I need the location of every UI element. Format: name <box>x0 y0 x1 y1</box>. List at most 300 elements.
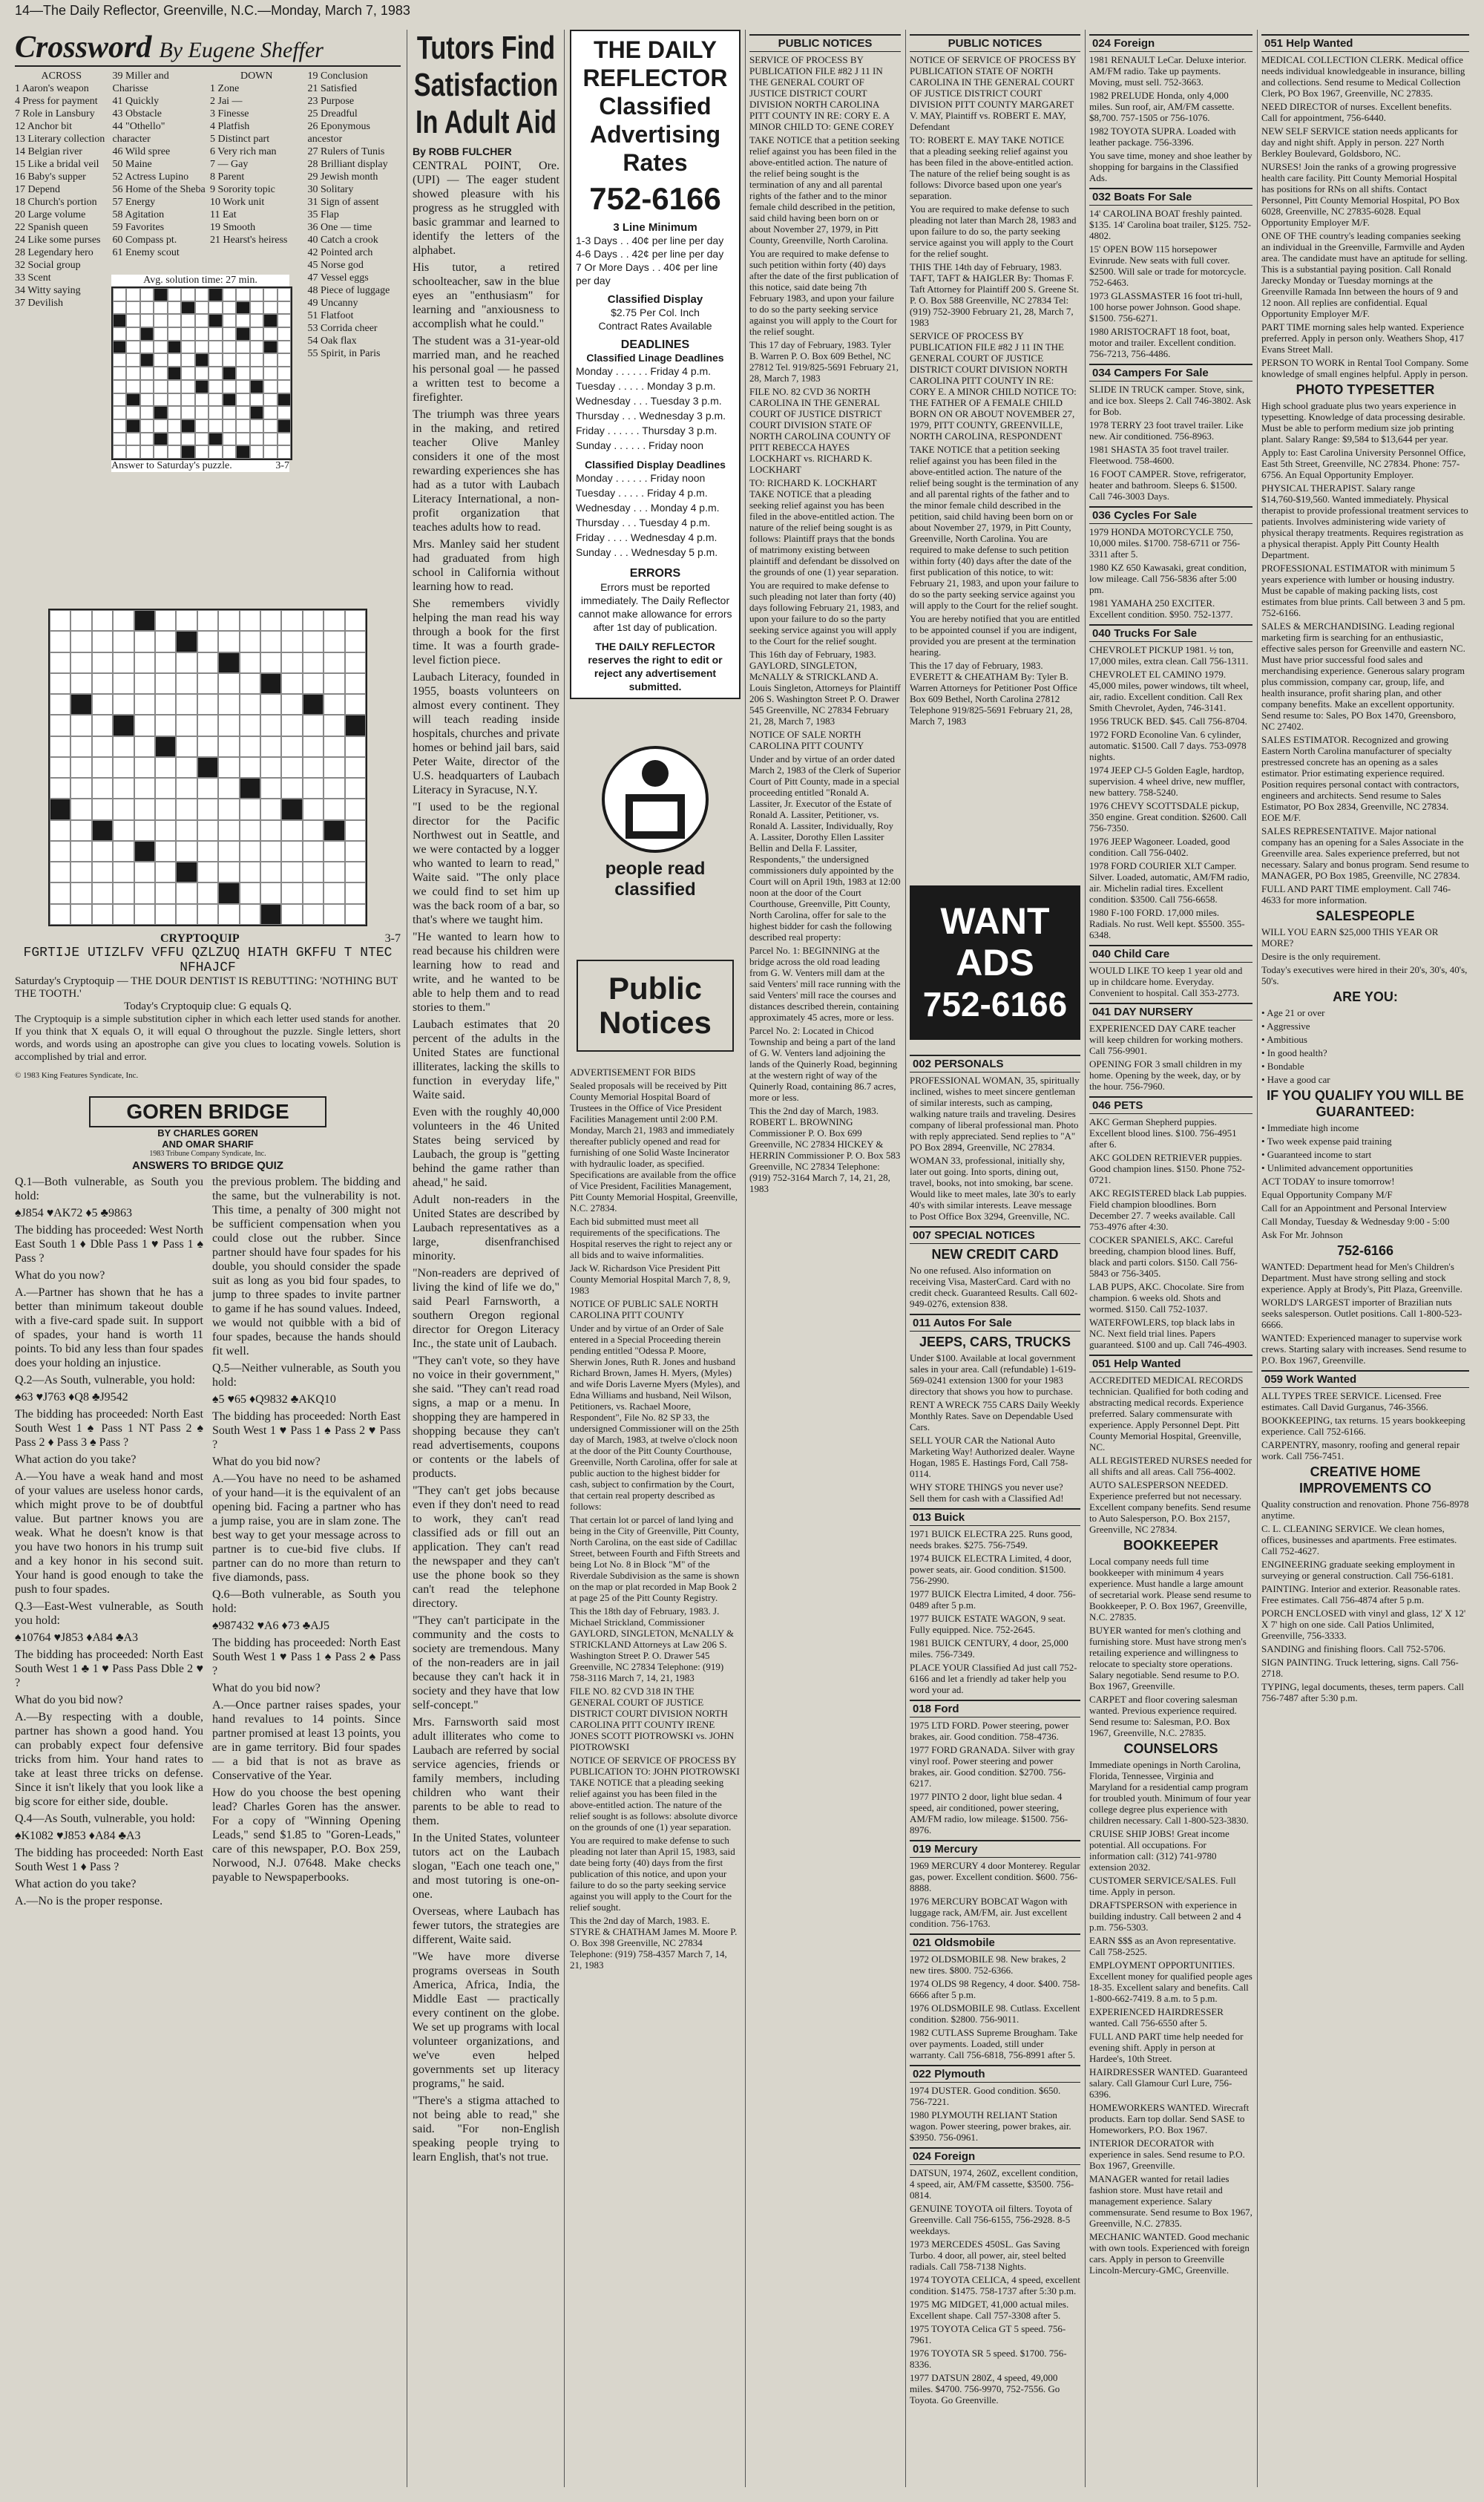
classified-ad: 752-6166 <box>1336 1243 1394 1258</box>
grid-cell <box>209 341 222 354</box>
text-line: Overseas, where Laubach has fewer tutors, the strategies are different, Waite said. <box>413 1905 559 1946</box>
goren-byline-2: AND OMAR SHARIF <box>162 1139 254 1150</box>
grid-cell <box>236 406 249 419</box>
grid-cell <box>278 380 291 393</box>
grid-cell <box>236 367 249 380</box>
grid-cell <box>218 736 239 757</box>
grid-cell <box>113 610 134 631</box>
text-line: 19 Smooth <box>210 222 256 233</box>
rates-title: THE DAILY REFLECTOR Classified Advertising Rates <box>582 36 728 176</box>
classified-ad: WATERFOWLERS, top black labs in NC. Next field trial lines. Papers guaranteed. $100 and up. Call 746-4903. <box>1089 1317 1247 1350</box>
classified-ad: COUNSELORS <box>1123 1741 1218 1756</box>
grid-cell <box>113 327 126 341</box>
grid-cell <box>154 445 167 459</box>
grid-cell <box>176 882 197 903</box>
text-line: This the 2nd day of March, 1983. ROBERT L. BROWNING Commissioner P. O. Box 699 Greenville, NC 27834 HICKEY & HERRIN Commissioner P. O. Box 583 Greenville, NC 27834 Telephone: (919) 752-3164 March 7, 14, 21, 28, 1983 <box>749 1105 901 1194</box>
grid-cell <box>195 288 209 301</box>
grid-cell <box>197 694 218 715</box>
text-line: Q.4—As South, vulnerable, you hold: <box>15 1812 196 1825</box>
grid-cell <box>126 288 139 301</box>
text-line: This 16th day of February, 1983. GAYLORD, SINGLETON, McNALLY & STRICKLAND A. Louis Singleton, Attorneys for Plaintiff 206 S. Washington Street P. O. Drawer 545 Greenville, NC 27834 February 21, 28, March 7, 1983 <box>749 649 901 727</box>
classified-ad: FULL AND PART TIME employment. Call 746-4633 for more information. <box>1261 883 1451 905</box>
grid-cell <box>154 433 167 446</box>
text-line: 18 Church's portion <box>15 197 97 208</box>
grid-cell <box>92 820 113 841</box>
grid-cell <box>181 327 194 341</box>
classified-ad: CARPENTRY, masonry, roofing and general repair work. Call 756-7451. <box>1261 1439 1460 1461</box>
grid-cell <box>176 694 197 715</box>
grid-cell <box>113 841 134 862</box>
grid-cell <box>240 715 260 736</box>
classified-ad: EXPERIENCED HAIRDRESSER wanted. Call 756-6550 after 5. <box>1089 2006 1224 2028</box>
grid-cell <box>303 715 324 736</box>
grid-cell <box>345 778 366 799</box>
text-line: ♠63 ♥J763 ♦Q8 ♣J9542 <box>15 1391 128 1404</box>
grid-cell <box>303 904 324 925</box>
grid-cell <box>126 393 139 407</box>
grid-cell <box>140 341 154 354</box>
grid-cell <box>260 799 281 819</box>
copyright: © 1983 King Features Syndicate, Inc. <box>15 1071 139 1080</box>
grid-cell <box>260 841 281 862</box>
grid-cell <box>140 445 154 459</box>
classified-ad: 14' CAROLINA BOAT freshly painted. $135. 14' Carolina boat trailer, $125. 752-4802. <box>1089 208 1252 241</box>
grid-cell <box>140 433 154 446</box>
grid-cell <box>176 673 197 694</box>
grid-cell <box>113 433 126 446</box>
article-byline: By ROBB FULCHER <box>413 145 512 157</box>
classified-ad: Quality construction and renovation. Phone 756-8978 anytime. <box>1261 1499 1469 1521</box>
text-line: 19 Conclusion <box>307 71 368 82</box>
text-line: 43 Obstacle <box>112 108 162 119</box>
grid-cell <box>303 610 324 631</box>
text-line: 40 Catch a crook <box>307 235 378 246</box>
grid-cell <box>155 631 176 652</box>
text-line: Contract Rates Available <box>598 320 712 332</box>
grid-cell <box>168 367 181 380</box>
text-line: 21 Satisfied <box>307 83 357 94</box>
down-heading: DOWN <box>240 71 273 82</box>
text-line: 17 Depend <box>15 184 61 195</box>
text-line: Mrs. Farnsworth said most adult illiterates who come to Laubach are referred by social service agencies, friends or family members, including children who want their parents to be able to read to them. <box>413 1716 559 1827</box>
classified-ad: • Unlimited advancement opportunities <box>1261 1162 1414 1173</box>
grid-cell <box>134 799 155 819</box>
text-line: Tuesday . . . . . Monday 3 p.m. <box>576 380 716 392</box>
classified-heading: 040 Trucks For Sale <box>1089 624 1252 642</box>
classified-ad: 1976 MERCURY BOBCAT Wagon with luggage rack, AM/FM, air. Just excellent condition. 756-1763. <box>910 1896 1068 1929</box>
grid-cell <box>281 715 302 736</box>
grid-cell <box>176 631 197 652</box>
classified-ad: ALL REGISTERED NURSES needed for all shifts and all areas. Call 756-4002. <box>1089 1455 1252 1477</box>
crossword-byline: By Eugene Sheffer <box>159 38 324 62</box>
grid-cell <box>134 673 155 694</box>
grid-cell <box>223 393 236 407</box>
grid-cell <box>140 288 154 301</box>
read-classified-text: people read classified <box>605 859 706 900</box>
classified-heading: 032 Boats For Sale <box>1089 188 1252 206</box>
grid-cell <box>250 419 263 433</box>
grid-cell <box>181 341 194 354</box>
classified-ad: 1972 OLDSMOBILE 98. New brakes, 2 new tires. $800. 752-6366. <box>910 1954 1066 1976</box>
classified-ad: 1980 PLYMOUTH RELIANT Station wagon. Power steering, power brakes, air. $3950. 756-0961. <box>910 2109 1071 2143</box>
text-line: "There's a stigma attached to not being able to read," she said. "For non-English speaking people trying to learn English, that's not true. <box>413 2095 559 2164</box>
classified-ad: 1977 BUICK ESTATE WAGON, 9 seat. Fully equipped. Nice. 752-2645. <box>910 1613 1066 1635</box>
grid-cell <box>140 380 154 393</box>
grid-cell <box>92 799 113 819</box>
text-line: 58 Agitation <box>112 209 165 220</box>
grid-cell <box>345 904 366 925</box>
grid-cell <box>223 445 236 459</box>
classified-ad: DRAFTSPERSON with experience in building industry. Call between 2 and 4 p.m. 756-5303. <box>1089 1899 1241 1933</box>
grid-cell <box>197 757 218 778</box>
grid-cell <box>278 445 291 459</box>
classified-ad: AKC GOLDEN RETRIEVER puppies. Good champion lines. $150. Phone 752-0721. <box>1089 1152 1245 1185</box>
grid-cell <box>260 715 281 736</box>
text-line: How do you choose the best opening lead? Charles Goren has the answer. For a copy of "Winning Opening Leads," send $1.85 to "Goren-Leads," care of this newspaper, P.O. Box 259, Norwood, N.J. 07648. Make checks payable to Newspaperbooks. <box>212 1787 401 1884</box>
column-rule <box>564 30 565 2487</box>
grid-cell <box>195 433 209 446</box>
grid-cell <box>195 406 209 419</box>
text-line: 26 Eponymous ancestor <box>307 121 370 145</box>
grid-cell <box>324 841 344 862</box>
grid-cell <box>197 652 218 673</box>
grid-cell <box>281 841 302 862</box>
grid-cell <box>195 353 209 367</box>
grid-cell <box>181 380 194 393</box>
grid-cell <box>134 736 155 757</box>
classified-ad: INTERIOR DECORATOR with experience in sales. Send resume to P.O. Box 1967, Greenville. <box>1089 2138 1245 2171</box>
grid-cell <box>168 380 181 393</box>
grid-cell <box>197 631 218 652</box>
text-line: Sealed proposals will be received by Pitt County Memorial Hospital Board of Trustees in the Office of Vice President Facilities Management until 2:00 P.M. Monday, March 21, 1983 and immediately thereafter publicly opened and read for furnishing of one Solid Waste Incinerator with hydraulic loader, as specified. Specifications are available from the office of Vice President, Facilities Management, Pitt County Memorial Hospital, Greenville, N.C. 27834. <box>570 1080 738 1214</box>
text-line: This the 17 day of February, 1983. EVERETT & CHEATHAM By: Tyler B. Warren Attorneys for Petitioner Post Office Box 609 Bethel, North Carolina 27812 Telephone 919/825-5691 February 21, 28, March 7, 1983 <box>910 660 1077 727</box>
grid-cell <box>240 736 260 757</box>
grid-cell <box>50 610 70 631</box>
classified-ad: WANTED: Experienced manager to supervise work crews. Starting salary with increases. Send resume to P.O. Box 1967, Greenville. <box>1261 1332 1467 1366</box>
classified-ad: WHY STORE THINGS you never use? Sell them for cash with a Classified Ad! <box>910 1481 1064 1504</box>
grid-cell <box>223 341 236 354</box>
text-line: 36 One — time <box>307 222 372 233</box>
grid-cell <box>240 694 260 715</box>
column-rule <box>1085 30 1086 2487</box>
classified-ad: 1956 TRUCK BED. $45. Call 756-8704. <box>1089 715 1247 727</box>
text-line: 37 Devilish <box>15 298 63 309</box>
text-line: 35 Flap <box>307 209 339 220</box>
grid-cell <box>176 820 197 841</box>
text-line: In the United States, volunteer tutors act on the Laubach slogan, "Each one teach one," and most tutoring is one-on-one. <box>413 1832 559 1901</box>
classified-ad: Apply to: East Carolina University Personnel Office, East 5th Street, Greenville, NC 27834. Phone: 757-6756. An Equal Opportunity Employer. <box>1261 447 1466 480</box>
grid-cell <box>263 445 277 459</box>
grid-cell <box>281 904 302 925</box>
classified-ad: WANTED: Department head for Men's Children's Department. Must have strong selling and stock experience. Apply at Brody's, Pitt Plaza, Greenville. <box>1261 1261 1462 1294</box>
grid-cell <box>278 314 291 327</box>
text-line: Sunday . . . . . . Friday noon <box>576 439 703 451</box>
text-line: 7 Or More Days . . 40¢ per line per day <box>576 261 718 286</box>
grid-cell <box>154 393 167 407</box>
grid-cell <box>155 841 176 862</box>
grid-cell <box>236 433 249 446</box>
grid-cell <box>209 288 222 301</box>
public-notices-list-1 <box>749 54 901 1194</box>
text-line: Friday . . . . Wednesday 4 p.m. <box>576 531 718 543</box>
answers-heading: ANSWERS TO BRIDGE QUIZ <box>132 1159 283 1172</box>
grid-cell <box>195 445 209 459</box>
classified-ad: • In good health? <box>1261 1047 1327 1058</box>
classified-ad: 1976 TOYOTA SR 5 speed. $1700. 756-8336. <box>910 2348 1067 2370</box>
grid-cell <box>155 778 176 799</box>
grid-cell <box>92 736 113 757</box>
text-line: Friday . . . . . . Thursday 3 p.m. <box>576 425 718 436</box>
grid-cell <box>250 433 263 446</box>
grid-cell <box>92 673 113 694</box>
cryptoquip-clue: Today's Cryptoquip clue: G equals Q. <box>124 1001 292 1012</box>
public-notices-column-2 <box>910 30 1080 2487</box>
classified-ad: 1977 DATSUN 280Z, 4 speed, 49,000 miles. $4700. 756-9970, 752-7556. Go Toyota. Go Greenville. <box>910 2372 1060 2406</box>
minimum-heading: 3 Line Minimum <box>613 221 697 234</box>
crossword-answer-box <box>111 275 289 472</box>
grid-cell <box>263 393 277 407</box>
text-line: 9 Sorority topic <box>210 184 275 195</box>
grid-cell <box>281 694 302 715</box>
grid-cell <box>324 778 344 799</box>
grid-cell <box>113 406 126 419</box>
classified-ad: 1975 TOYOTA Celica GT 5 speed. 756-7961. <box>910 2323 1066 2345</box>
text-line: NOTICE OF PUBLIC SALE NORTH CAROLINA PITT COUNTY <box>570 1298 719 1320</box>
grid-cell <box>281 736 302 757</box>
grid-cell <box>140 393 154 407</box>
text-line: The bidding has proceeded: North East South West 1 ♣ 1 ♥ Pass Pass Dble 2 ♥ ? <box>15 1648 203 1689</box>
text-line: 34 Witty saying <box>15 285 81 296</box>
grid-cell <box>218 694 239 715</box>
text-line: 21 Hearst's heiress <box>210 235 288 246</box>
column-rule <box>1257 30 1258 2487</box>
tutors-article <box>413 30 559 2487</box>
grid-cell <box>324 862 344 882</box>
grid-cell <box>240 862 260 882</box>
grid-cell <box>278 406 291 419</box>
grid-cell <box>92 778 113 799</box>
grid-cell <box>278 367 291 380</box>
grid-cell <box>223 406 236 419</box>
grid-cell <box>134 841 155 862</box>
grid-cell <box>113 393 126 407</box>
grid-cell <box>126 367 139 380</box>
classified-ad: ALL TYPES TREE SERVICE. Licensed. Free estimates. Call David Gurganus, 746-3566. <box>1261 1390 1442 1412</box>
text-line: This 17 day of February, 1983. Tyler B. Warren P. O. Box 609 Bethel, NC 27812 Tel. 919/825-5691 February 21, 28, March 7, 1983 <box>749 339 899 384</box>
text-line: 4 Press for payment <box>15 96 98 107</box>
grid-cell <box>223 380 236 393</box>
grid-cell <box>197 673 218 694</box>
grid-cell <box>126 445 139 459</box>
classified-ad: 1972 FORD Econoline Van. 6 cylinder, automatic. $1500. Call 7 days. 753-0978 nights. <box>1089 729 1247 762</box>
classified-ad: • Ambitious <box>1261 1034 1307 1045</box>
cryptoquip-code: 3-7 <box>384 932 401 945</box>
text-line: What action do you take? <box>15 1878 137 1890</box>
classified-heading: 013 Buick <box>910 1508 1080 1526</box>
grid-cell <box>345 673 366 694</box>
grid-cell <box>218 882 239 903</box>
text-line: She remembers vividly helping the man read his way through a book for the first time. It was a fourth grade-level fiction piece. <box>413 597 559 667</box>
text-line: This the 2nd day of March, 1983. E. STYRE & CHATHAM James M. Moore P. O. Box 398 Greenville, NC 27834 Telephone: (919) 758-4357 March 7, 14, 21, 1983 <box>570 1915 738 1971</box>
classified-ad: JEEPS, CARS, TRUCKS <box>919 1334 1071 1349</box>
grid-cell <box>134 778 155 799</box>
grid-cell <box>236 301 249 315</box>
grid-cell <box>250 314 263 327</box>
grid-cell <box>50 736 70 757</box>
text-line: TO: RICHARD K. LOCKHART TAKE NOTICE that a pleading seeking relief against you has been filed in the above-entitled action. The nature of the relief being sought is as follows: Plaintiff prays that the bonds of matrimony existing between plaintiff and defendant be dissolved on the grounds of one (1) year separation. <box>749 477 900 577</box>
text-line: 27 Rulers of Tunis <box>307 146 385 157</box>
grid-cell <box>260 673 281 694</box>
classified-heading: 051 Help Wanted <box>1261 34 1469 52</box>
grid-cell <box>176 736 197 757</box>
text-line: 20 Large volume <box>15 209 86 220</box>
classified-ad: NURSES! Join the ranks of a growing progressive health care facility. Pitt County Memorial Hospital has positions for RNs on all shifts. Contact Personnel, Pitt County Memorial Hospital, PO Box 6028, Greenville, NC 27835-6028. Equal Opportunity Employer M/F. <box>1261 161 1460 228</box>
grid-cell <box>70 757 91 778</box>
text-line: Wednesday . . . Tuesday 3 p.m. <box>576 395 722 407</box>
classified-ad: 1980 F-100 FORD. 17,000 miles. Radials. No rust. Well kept. $5500. 355-6348. <box>1089 907 1245 940</box>
text-line: The triumph was three years in the making, and retired teacher Olive Manley considers it one of the most rewarding experiences she has had as a tutor with Laubach Literacy International, a non-profit organization that teaches adults how to read. <box>413 408 559 534</box>
grid-cell <box>70 673 91 694</box>
grid-cell <box>250 341 263 354</box>
cryptoquip-explanation: The Cryptoquip is a simple substitution cipher in which each letter used stands for another. If you think that X equals O, it will equal O throughout the puzzle. Single letters, short words, and words using an apostrophe can give you clues to locating vowels. Solution is accomplished by trial and error. <box>15 1014 401 1063</box>
grid-cell <box>240 799 260 819</box>
grid-cell <box>197 862 218 882</box>
text-line: ♠K1082 ♥J853 ♦A84 ♣A3 <box>15 1830 141 1842</box>
grid-cell <box>176 841 197 862</box>
grid-cell <box>236 419 249 433</box>
grid-cell <box>113 301 126 315</box>
text-line: 23 Purpose <box>307 96 355 107</box>
grid-cell <box>281 862 302 882</box>
grid-cell <box>181 353 194 367</box>
display-deadlines <box>576 471 735 560</box>
classified-ad: 1981 BUICK CENTURY, 4 door, 25,000 miles. 756-7349. <box>910 1637 1068 1660</box>
grid-cell <box>197 882 218 903</box>
grid-cell <box>134 757 155 778</box>
text-line: You are required to make defense to such pleading not later than forty (40) days following February 21, 1983, and upon your failure to do so the party seeking service against you will apply to the Court for the relief sought. <box>749 580 899 646</box>
grid-cell <box>260 778 281 799</box>
grid-cell <box>140 301 154 315</box>
classifieds-list-3 <box>1261 34 1469 1703</box>
grid-cell <box>126 433 139 446</box>
classified-heading: 036 Cycles For Sale <box>1089 506 1252 524</box>
grid-cell <box>197 904 218 925</box>
classified-heading: 051 Help Wanted <box>1089 1355 1252 1372</box>
classified-ad: BUYER wanted for men's clothing and furnishing store. Must have strong men's retailing experience and willingness to relocate to specialty store operations. Salary negotiable. Send resume to P.O. Box 1967, Greenville. <box>1089 1625 1247 1692</box>
grid-cell <box>70 610 91 631</box>
classified-ad: 16 FOOT CAMPER. Stove, refrigerator, heater and bathroom. Sleeps 6. $1500. Call 746-3003 Days. <box>1089 468 1247 502</box>
text-line: Q.5—Neither vulnerable, as South you hold: <box>212 1362 401 1389</box>
classified-heading: 019 Mercury <box>910 1840 1080 1858</box>
text-line: 56 Home of the Sheba <box>112 184 206 195</box>
text-line: Monday . . . . . . Friday noon <box>576 472 706 484</box>
grid-cell <box>113 314 126 327</box>
grid-cell <box>240 757 260 778</box>
classified-ad: • Immediate high income <box>1261 1122 1359 1133</box>
grid-cell <box>324 799 344 819</box>
grid-cell <box>236 353 249 367</box>
classified-ad: Call for an Appointment and Personal Interview <box>1261 1202 1447 1214</box>
grid-cell <box>263 380 277 393</box>
grid-cell <box>263 353 277 367</box>
classified-ad: AKC REGISTERED black Lab puppies. Field champion bloodlines. Born December 27. 7 weeks available. Call 753-4976 after 4:30. <box>1089 1188 1247 1232</box>
grid-cell <box>223 367 236 380</box>
classified-heading: 040 Child Care <box>1089 945 1252 963</box>
text-line: ♠J854 ♥AK72 ♦5 ♣9863 <box>15 1207 132 1219</box>
text-line: 30 Solitary <box>307 184 354 195</box>
text-line: Parcel No. 2: Located in Chicod Township and being a part of the land of G. W. Venters land adjoining the lands of the Quinerly Road, beginning at the western right of way of the Quinerly Road, containing 86.7 acres, more or less. <box>749 1025 898 1103</box>
classified-heading: 041 DAY NURSERY <box>1089 1003 1252 1021</box>
text-line: 44 "Othello" character <box>112 121 165 145</box>
text-line: You are required to make defense to such pleading not later than March 28, 1983 and upon failure to do so, the party seeking service against you will apply to the Court for the relief sought. <box>910 203 1077 259</box>
grid-cell <box>126 327 139 341</box>
across-clues-2 <box>113 70 206 259</box>
display-deadlines-heading: Classified Display Deadlines <box>585 459 726 471</box>
grid-cell <box>113 904 134 925</box>
grid-cell <box>70 820 91 841</box>
classified-ad: SANDING and finishing floors. Call 752-5706. <box>1261 1643 1446 1654</box>
classified-ad: GENUINE TOYOTA oil filters. Toyota of Greenville. Call 756-6155, 756-2928. 8-5 weekdays. <box>910 2203 1073 2236</box>
grid-cell <box>281 610 302 631</box>
grid-cell <box>240 631 260 652</box>
grid-cell <box>250 380 263 393</box>
down-clues-2 <box>308 70 401 360</box>
grid-cell <box>92 862 113 882</box>
grid-cell <box>176 799 197 819</box>
text-line: "We have more diverse programs overseas in South America, Africa, India, the Middle East — practically every continent on the globe. We set up programs with local volunteer organizations, and we've even helped governments set up literacy programs," he said. <box>413 1951 559 2090</box>
text-line: 55 Spirit, in Paris <box>307 348 381 359</box>
classified-ad: 1977 BUICK Electra Limited, 4 door. 756-0489 after 5 p.m. <box>910 1588 1076 1611</box>
grid-cell <box>218 673 239 694</box>
grid-cell <box>176 778 197 799</box>
folio: 14—The Daily Reflector, Greenville, N.C.—Monday, March 7, 1983 <box>15 3 410 18</box>
text-line: A.—By respecting with a double, partner has shown a good hand. You can probably expect four defensive tricks from him. Your hand rates to take at least three tricks on defense. Since it isn't likely that you look like a big score for either side, double. <box>15 1711 203 1808</box>
text-line: What do you bid now? <box>212 1682 321 1694</box>
grid-cell <box>50 778 70 799</box>
grid-cell <box>240 652 260 673</box>
grid-cell <box>155 694 176 715</box>
reader-figure-icon <box>600 744 711 855</box>
grid-cell <box>50 715 70 736</box>
grid-cell <box>236 380 249 393</box>
goren-title: GOREN BRIDGE <box>89 1096 326 1127</box>
text-line: You are required to make defense to such petition within forty (40) days after the date of the first publication of this notice, said date being 7th February 1983, and upon your failure to do so the party seeking service against you will apply to the Court for the relief sought. <box>749 248 899 337</box>
grid-cell <box>240 841 260 862</box>
text-line: A.—You have no need to be ashamed of your hand—it is the equivalent of an opening bid. Facing a partner who has a jump raise, you are in slam zone. The best way to get your message across to partner is to cue-bid five clubs. If partner can do no more than return to five diamonds, pass. <box>212 1473 401 1584</box>
grid-cell <box>240 778 260 799</box>
classified-ad: SALES ESTIMATOR. Recognized and growing Eastern North Carolina manufacturer of specialty prestressed concrete has an opening as a sales estimator. Prior estimating experience required. Position requires personal contact with contractors, engineers and architects. Send resume to Sales Estimator, PO Box 2834, Greenville, NC 27834. EOE M/F. <box>1261 734 1460 823</box>
grid-cell <box>250 288 263 301</box>
grid-cell <box>218 904 239 925</box>
classified-ad: • Two week expense paid training <box>1261 1136 1392 1147</box>
grid-cell <box>134 904 155 925</box>
grid-cell <box>195 367 209 380</box>
grid-cell <box>140 406 154 419</box>
grid-cell <box>209 353 222 367</box>
classified-ad: Equal Opportunity Company M/F <box>1261 1189 1393 1200</box>
grid-cell <box>263 314 277 327</box>
grid-cell <box>218 799 239 819</box>
text-line: 42 Pointed arch <box>307 247 373 258</box>
text-line: 4-6 Days . . 42¢ per line per day <box>576 248 724 260</box>
grid-cell <box>70 882 91 903</box>
grid-cell <box>140 314 154 327</box>
classified-ad: • Age 21 or over <box>1261 1007 1325 1018</box>
grid-cell <box>155 799 176 819</box>
grid-cell <box>70 841 91 862</box>
grid-cell <box>181 314 194 327</box>
grid-cell <box>50 841 70 862</box>
